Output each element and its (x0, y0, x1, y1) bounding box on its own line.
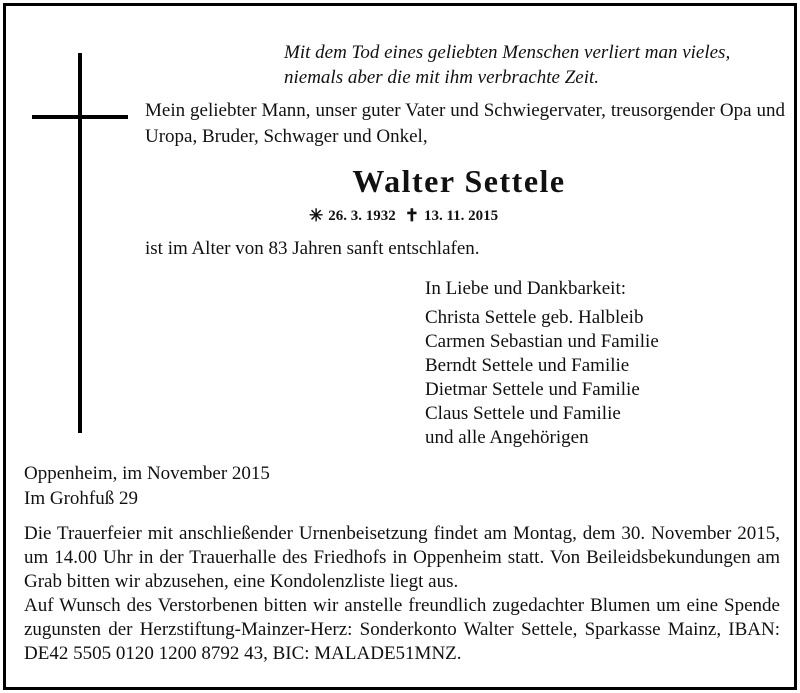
quote-line-2: niemals aber die mit ihm verbrachte Zeit. (284, 67, 600, 88)
funeral-notice (24, 522, 780, 666)
mourner-item: Christa Settele geb. Halbleib (425, 307, 644, 328)
death-cross-icon: ✝ (404, 206, 419, 225)
birth-star-icon: ✳ (309, 206, 324, 225)
memorial-quote (284, 40, 730, 90)
mourners-heading: In Liebe und Dankbarkeit: (425, 278, 627, 299)
passing-text: ist im Alter von 83 Jahren sanft entschlafen. (145, 238, 480, 259)
obituary-frame (3, 3, 797, 690)
life-dates (309, 206, 498, 226)
deceased-name: Walter Settele (352, 163, 566, 199)
intro-text: Mein geliebter Mann, unser guter Vater und Schwiegervater, treusorgender Opa und Uropa, Bruder, Schwager und Onkel, (145, 100, 785, 147)
mourner-item: Claus Settele und Familie (425, 403, 621, 424)
mourners-list (425, 306, 659, 450)
place-and-address (24, 461, 270, 511)
birth-date: 26. 3. 1932 (328, 207, 396, 224)
cross-vertical-bar (78, 53, 82, 433)
ceremony-paragraph: Die Trauerfeier mit anschließender Urnenbeisetzung findet am Montag, dem 30. November 2015, um 14.00 Uhr in der Trauerhalle des Friedhofs in Oppenheim statt. Von Beileidsbekundungen am Grab bitten wir abzusehen, eine Kondolenzliste liegt aus. (24, 523, 780, 592)
cross-horizontal-bar (32, 115, 128, 119)
mourner-item: Carmen Sebastian und Familie (425, 331, 659, 352)
place-date: Oppenheim, im November 2015 (24, 463, 270, 484)
address: Im Grohfuß 29 (24, 488, 138, 509)
mourner-item: und alle Angehörigen (425, 427, 589, 448)
death-date: 13. 11. 2015 (424, 207, 499, 224)
quote-line-1: Mit dem Tod eines geliebten Menschen verliert man vieles, (284, 42, 731, 63)
donation-paragraph: Auf Wunsch des Verstorbenen bitten wir anstelle freundlich zugedachter Blumen um eine Spende zugunsten der Herzstiftung-Mainzer-Herz: Sonderkonto Walter Settele, Sparkasse Mainz, IBAN: DE42 5505 0120 1200 8792 43, BIC: MALADE51MNZ. (24, 595, 780, 664)
mourner-item: Berndt Settele und Familie (425, 355, 630, 376)
mourner-item: Dietmar Settele und Familie (425, 379, 640, 400)
